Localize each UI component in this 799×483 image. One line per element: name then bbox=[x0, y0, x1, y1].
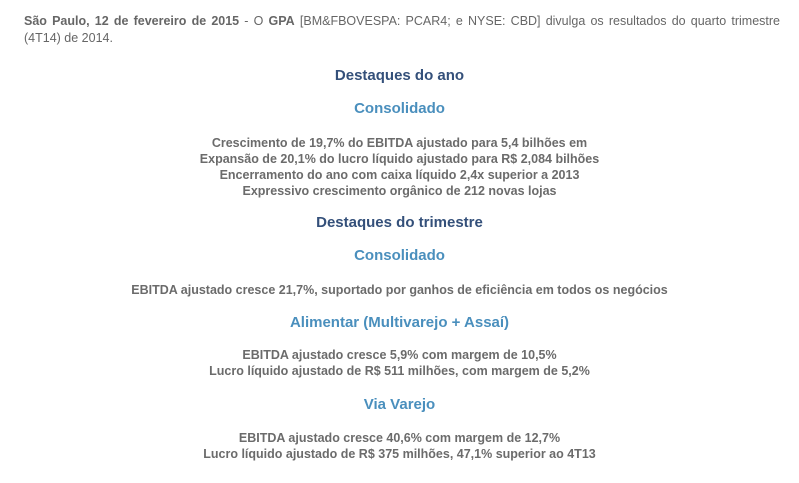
intro-separator: - O bbox=[239, 14, 269, 28]
list-item: EBITDA ajustado cresce 21,7%, suportado por ganhos de eficiência em todos os negócios bbox=[131, 283, 668, 297]
quarter-consolidated-heading: Consolidado bbox=[354, 247, 445, 264]
food-segment-list bbox=[0, 347, 799, 379]
food-segment-heading: Alimentar (Multivarejo + Assaí) bbox=[289, 314, 510, 331]
list-item: Expressivo crescimento orgânico de 212 novas lojas bbox=[242, 184, 557, 198]
intro-text: [BM&FBOVESPA: PCAR4; e NYSE: CBD] divulga os resultados do quarto trimestre (4T14) de 2014. bbox=[24, 14, 780, 45]
intro-paragraph bbox=[24, 13, 780, 47]
year-consolidated-heading: Consolidado bbox=[354, 100, 445, 117]
list-item: EBITDA ajustado cresce 5,9% com margem de 10,5% bbox=[242, 348, 557, 362]
list-item: EBITDA ajustado cresce 40,6% com margem de 12,7% bbox=[238, 431, 561, 445]
year-highlights-heading: Destaques do ano bbox=[334, 67, 465, 84]
via-varejo-list bbox=[0, 430, 799, 462]
list-item: Crescimento de 19,7% do EBITDA ajustado para 5,4 bilhões em bbox=[211, 136, 588, 150]
list-item: Lucro líquido ajustado de R$ 511 milhões, com margem de 5,2% bbox=[209, 364, 590, 378]
quarter-consolidated-list bbox=[0, 282, 799, 298]
list-item: Expansão de 20,1% do lucro líquido ajustado para R$ 2,084 bilhões bbox=[199, 152, 600, 166]
intro-date: São Paulo, 12 de fevereiro de 2015 bbox=[24, 14, 240, 28]
list-item: Lucro líquido ajustado de R$ 375 milhões, 47,1% superior ao 4T13 bbox=[203, 447, 596, 461]
list-item: Encerramento do ano com caixa líquido 2,4x superior a 2013 bbox=[219, 168, 580, 182]
via-varejo-heading: Via Varejo bbox=[363, 396, 436, 413]
year-highlights-list bbox=[0, 135, 799, 199]
quarter-highlights-heading: Destaques do trimestre bbox=[316, 214, 483, 231]
intro-company: GPA bbox=[268, 14, 295, 28]
